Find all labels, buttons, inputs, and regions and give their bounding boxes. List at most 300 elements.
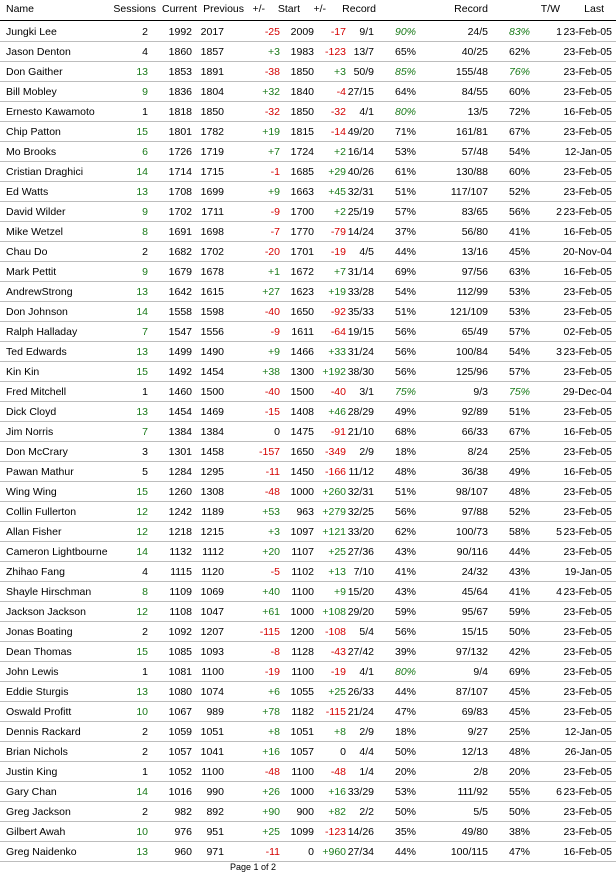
cell-start: 1300 xyxy=(290,366,314,378)
cell-pct-1: 56% xyxy=(394,626,416,638)
cell-record-1: 5/4 xyxy=(359,626,374,638)
cell-pct-1: 53% xyxy=(394,146,416,158)
cell-change-2: -123 xyxy=(324,46,346,58)
cell-last: 23-Feb-05 xyxy=(563,586,612,598)
table-row[interactable] xyxy=(0,782,616,802)
cell-start: 1770 xyxy=(290,226,314,238)
table-row[interactable] xyxy=(0,102,616,122)
table-row[interactable] xyxy=(0,742,616,762)
cell-record-1: 14/26 xyxy=(347,826,374,838)
cell-change-2: +25 xyxy=(328,546,346,558)
cell-last: 23-Feb-05 xyxy=(563,126,612,138)
cell-change-2: -4 xyxy=(336,86,346,98)
cell-previous: 1093 xyxy=(200,646,224,658)
cell-name: Jonas Boating xyxy=(6,626,73,638)
cell-last: 23-Feb-05 xyxy=(563,826,612,838)
cell-record-2: 98/107 xyxy=(455,486,488,498)
cell-record-2: 66/33 xyxy=(461,426,488,438)
cell-change-2: -91 xyxy=(330,426,346,438)
cell-previous: 892 xyxy=(206,806,224,818)
cell-record-1: 14/24 xyxy=(347,226,374,238)
table-row[interactable] xyxy=(0,562,616,582)
cell-record-2: 97/88 xyxy=(461,506,488,518)
cell-last: 19-Jan-05 xyxy=(564,566,612,578)
header-plus-minus-2[interactable]: +/- xyxy=(313,3,326,15)
cell-sessions: 6 xyxy=(142,146,148,158)
cell-start: 1611 xyxy=(291,326,314,338)
cell-pct-2: 25% xyxy=(508,446,530,458)
cell-start: 1500 xyxy=(290,386,314,398)
cell-previous: 1857 xyxy=(200,46,224,58)
cell-previous: 1074 xyxy=(200,686,224,698)
table-row[interactable] xyxy=(0,702,616,722)
cell-pct-1: 80% xyxy=(394,106,416,118)
cell-start: 1000 xyxy=(290,486,314,498)
cell-change-1: +7 xyxy=(268,146,280,158)
cell-start: 1663 xyxy=(290,186,314,198)
header-record-1[interactable]: Record xyxy=(342,3,376,15)
cell-record-2: 69/83 xyxy=(461,706,488,718)
cell-name: Chau Do xyxy=(6,246,48,258)
cell-record-2: 9/4 xyxy=(473,666,488,678)
cell-pct-1: 56% xyxy=(394,346,416,358)
cell-change-1: -11 xyxy=(265,846,280,858)
cell-pct-1: 51% xyxy=(394,486,416,498)
cell-last: 12-Jan-05 xyxy=(564,726,612,738)
cell-pct-2: 67% xyxy=(508,426,530,438)
cell-pct-2: 83% xyxy=(508,26,530,38)
cell-pct-1: 56% xyxy=(394,506,416,518)
cell-record-1: 27/36 xyxy=(347,546,374,558)
cell-change-1: +9 xyxy=(268,186,280,198)
table-row[interactable] xyxy=(0,602,616,622)
cell-name: Don Johnson xyxy=(6,306,68,318)
cell-record-2: 9/27 xyxy=(467,726,488,738)
cell-last: 23-Feb-05 xyxy=(563,406,612,418)
cell-pct-1: 18% xyxy=(394,446,416,458)
cell-name: Ralph Halladay xyxy=(6,326,78,338)
cell-pct-1: 65% xyxy=(394,46,416,58)
table-row[interactable] xyxy=(0,322,616,342)
cell-record-1: 32/31 xyxy=(347,186,374,198)
cell-record-1: 2/9 xyxy=(359,446,374,458)
cell-change-1: +38 xyxy=(262,366,280,378)
table-row[interactable] xyxy=(0,842,616,862)
page-footer: Page 1 of 2 xyxy=(230,862,277,872)
cell-previous: 971 xyxy=(206,846,224,858)
cell-pct-1: 69% xyxy=(394,266,416,278)
cell-previous: 1384 xyxy=(200,426,224,438)
cell-start: 963 xyxy=(296,506,314,518)
cell-pct-2: 41% xyxy=(508,226,530,238)
cell-record-1: 33/20 xyxy=(347,526,374,538)
cell-record-1: 32/31 xyxy=(347,486,374,498)
cell-record-2: 65/49 xyxy=(461,326,488,338)
cell-current: 1284 xyxy=(168,466,192,478)
cell-record-2: 5/5 xyxy=(473,806,488,818)
cell-name: Dean Thomas xyxy=(6,646,72,658)
cell-pct-1: 51% xyxy=(394,306,416,318)
cell-pct-2: 75% xyxy=(508,386,530,398)
cell-name: Mo Brooks xyxy=(6,146,57,158)
cell-current: 1016 xyxy=(168,786,192,798)
cell-name: Shayle Hirschman xyxy=(6,586,92,598)
cell-change-1: -11 xyxy=(265,466,280,478)
cell-last: 26-Jan-05 xyxy=(564,746,612,758)
cell-sessions: 12 xyxy=(136,606,148,618)
cell-last: 23-Feb-05 xyxy=(563,346,612,358)
cell-start: 1000 xyxy=(290,606,314,618)
header-last[interactable]: Last xyxy=(584,3,604,15)
header-record-2[interactable]: Record xyxy=(454,3,488,15)
cell-pct-1: 75% xyxy=(394,386,416,398)
cell-start: 1623 xyxy=(290,286,314,298)
cell-pct-2: 45% xyxy=(508,706,530,718)
cell-name: Oswald Profitt xyxy=(6,706,72,718)
cell-pct-1: 50% xyxy=(394,746,416,758)
table-row[interactable] xyxy=(0,482,616,502)
table-row[interactable] xyxy=(0,222,616,242)
cell-pct-1: 44% xyxy=(394,846,416,858)
cell-change-2: +121 xyxy=(322,526,346,538)
cell-record-2: 100/84 xyxy=(455,346,488,358)
cell-sessions: 13 xyxy=(136,66,148,78)
cell-name: Mike Wetzel xyxy=(6,226,63,238)
cell-previous: 1458 xyxy=(200,446,224,458)
cell-last: 23-Feb-05 xyxy=(563,366,612,378)
cell-sessions: 15 xyxy=(136,486,148,498)
cell-current: 1132 xyxy=(169,546,192,558)
cell-record-1: 31/14 xyxy=(347,266,374,278)
cell-previous: 1699 xyxy=(200,186,224,198)
header-name[interactable]: Name xyxy=(6,3,35,15)
cell-record-1: 7/10 xyxy=(353,566,374,578)
cell-current: 1708 xyxy=(168,186,192,198)
cell-record-2: 97/56 xyxy=(461,266,488,278)
cell-change-2: +2 xyxy=(334,206,346,218)
cell-change-1: +8 xyxy=(268,726,280,738)
cell-current: 1080 xyxy=(168,686,192,698)
cell-record-1: 11/12 xyxy=(348,466,374,478)
cell-record-1: 3/1 xyxy=(359,386,374,398)
cell-previous: 1782 xyxy=(200,126,224,138)
cell-record-1: 2/2 xyxy=(359,806,374,818)
cell-sessions: 4 xyxy=(142,566,148,578)
cell-record-2: 100/73 xyxy=(455,526,488,538)
table-row[interactable] xyxy=(0,722,616,742)
cell-name: Greg Jackson xyxy=(6,806,71,818)
table-row[interactable] xyxy=(0,502,616,522)
cell-change-2: -79 xyxy=(330,226,346,238)
cell-current: 1052 xyxy=(168,766,192,778)
cell-sessions: 4 xyxy=(142,46,148,58)
cell-start: 1475 xyxy=(290,426,314,438)
cell-sessions: 8 xyxy=(142,586,148,598)
header-current[interactable]: Current xyxy=(161,3,197,15)
table-row[interactable] xyxy=(0,362,616,382)
cell-change-1: -7 xyxy=(270,226,280,238)
table-row[interactable] xyxy=(0,262,616,282)
cell-pct-2: 54% xyxy=(508,346,530,358)
cell-pct-1: 54% xyxy=(394,286,416,298)
cell-pct-2: 25% xyxy=(508,726,530,738)
cell-current: 1714 xyxy=(168,166,192,178)
cell-pct-2: 72% xyxy=(508,106,530,118)
cell-change-1: -48 xyxy=(264,486,280,498)
header-previous[interactable]: Previous xyxy=(203,3,244,15)
table-row[interactable] xyxy=(0,442,616,462)
cell-current: 1992 xyxy=(168,26,192,38)
cell-record-2: 45/64 xyxy=(461,586,488,598)
cell-change-2: -166 xyxy=(324,466,346,478)
table-row[interactable] xyxy=(0,682,616,702)
cell-previous: 1891 xyxy=(200,66,224,78)
cell-change-1: -8 xyxy=(270,646,280,658)
cell-record-1: 35/33 xyxy=(347,306,374,318)
cell-pct-2: 67% xyxy=(508,126,530,138)
cell-current: 1860 xyxy=(168,46,192,58)
cell-sessions: 15 xyxy=(136,646,148,658)
cell-current: 1642 xyxy=(168,286,192,298)
table-row[interactable] xyxy=(0,282,616,302)
cell-last: 23-Feb-05 xyxy=(563,306,612,318)
cell-sessions: 13 xyxy=(136,186,148,198)
cell-pct-2: 57% xyxy=(508,326,530,338)
cell-change-1: -157 xyxy=(258,446,280,458)
cell-previous: 1804 xyxy=(200,86,224,98)
cell-current: 1081 xyxy=(168,666,192,678)
cell-pct-1: 48% xyxy=(394,466,416,478)
cell-change-2: +45 xyxy=(328,186,346,198)
cell-previous: 1189 xyxy=(201,506,224,518)
cell-record-2: 9/3 xyxy=(473,386,488,398)
table-row[interactable] xyxy=(0,582,616,602)
cell-record-2: 97/132 xyxy=(455,646,488,658)
cell-previous: 1702 xyxy=(200,246,224,258)
cell-change-2: +29 xyxy=(328,166,346,178)
cell-pct-1: 57% xyxy=(394,206,416,218)
table-row[interactable] xyxy=(0,802,616,822)
cell-name: Jim Norris xyxy=(6,426,54,438)
cell-name: Dick Cloyd xyxy=(6,406,57,418)
table-row[interactable] xyxy=(0,162,616,182)
cell-current: 1384 xyxy=(168,426,192,438)
cell-pct-1: 39% xyxy=(394,646,416,658)
cell-previous: 2017 xyxy=(200,26,224,38)
cell-change-1: +1 xyxy=(268,266,280,278)
cell-current: 1092 xyxy=(168,626,192,638)
cell-sessions: 3 xyxy=(142,446,148,458)
cell-current: 976 xyxy=(174,826,192,838)
cell-start: 1100 xyxy=(291,766,314,778)
cell-change-2: -40 xyxy=(330,386,346,398)
cell-last: 23-Feb-05 xyxy=(563,526,612,538)
cell-last: 16-Feb-05 xyxy=(563,226,612,238)
cell-last: 16-Feb-05 xyxy=(563,846,612,858)
cell-record-1: 2/9 xyxy=(359,726,374,738)
cell-record-1: 27/42 xyxy=(347,646,374,658)
cell-start: 1850 xyxy=(290,66,314,78)
cell-name: Justin King xyxy=(6,766,58,778)
cell-pct-2: 50% xyxy=(508,806,530,818)
cell-record-2: 125/96 xyxy=(455,366,488,378)
cell-sessions: 1 xyxy=(142,766,148,778)
cell-pct-2: 47% xyxy=(508,846,530,858)
table-row[interactable] xyxy=(0,382,616,402)
cell-pct-2: 53% xyxy=(508,306,530,318)
table-row[interactable] xyxy=(0,522,616,542)
cell-pct-1: 37% xyxy=(394,226,416,238)
cell-sessions: 9 xyxy=(142,206,148,218)
cell-change-1: -38 xyxy=(264,66,280,78)
cell-start: 1057 xyxy=(290,746,314,758)
cell-record-2: 13/16 xyxy=(461,246,488,258)
table-row[interactable] xyxy=(0,662,616,682)
table-row[interactable] xyxy=(0,202,616,222)
table-row[interactable] xyxy=(0,462,616,482)
cell-name: Mark Pettit xyxy=(6,266,57,278)
cell-pct-2: 52% xyxy=(508,506,530,518)
cell-change-1: +3 xyxy=(268,526,280,538)
cell-previous: 1698 xyxy=(200,226,224,238)
cell-record-1: 13/7 xyxy=(353,46,374,58)
cell-record-2: 130/88 xyxy=(455,166,488,178)
table-row[interactable] xyxy=(0,402,616,422)
cell-previous: 1215 xyxy=(200,526,224,538)
cell-sessions: 15 xyxy=(136,126,148,138)
cell-change-1: -9 xyxy=(270,206,280,218)
cell-change-2: +2 xyxy=(334,146,346,158)
cell-pct-2: 54% xyxy=(508,146,530,158)
table-row[interactable] xyxy=(0,642,616,662)
cell-pct-2: 62% xyxy=(508,46,530,58)
cell-current: 982 xyxy=(174,806,192,818)
cell-last: 23-Feb-05 xyxy=(563,686,612,698)
cell-record-1: 31/24 xyxy=(347,346,374,358)
table-row[interactable] xyxy=(0,62,616,82)
cell-current: 1057 xyxy=(168,746,192,758)
cell-pct-1: 53% xyxy=(394,786,416,798)
table-row[interactable] xyxy=(0,22,616,42)
table-row[interactable] xyxy=(0,822,616,842)
cell-current: 1492 xyxy=(168,366,192,378)
cell-name: Zhihao Fang xyxy=(6,566,65,578)
cell-last: 23-Feb-05 xyxy=(563,766,612,778)
cell-current: 1460 xyxy=(168,386,192,398)
table-row[interactable] xyxy=(0,762,616,782)
cell-sessions: 10 xyxy=(136,706,148,718)
cell-previous: 1041 xyxy=(200,746,224,758)
header-sessions[interactable]: Sessions xyxy=(113,3,156,15)
cell-change-1: -115 xyxy=(259,626,280,638)
cell-sessions: 1 xyxy=(142,386,148,398)
cell-pct-1: 43% xyxy=(394,546,416,558)
cell-previous: 1100 xyxy=(201,766,224,778)
cell-pct-2: 20% xyxy=(508,766,530,778)
cell-name: Cristian Draghici xyxy=(6,166,84,178)
header-start[interactable]: Start xyxy=(277,3,300,15)
cell-change-2: -14 xyxy=(330,126,346,138)
table-row[interactable] xyxy=(0,182,616,202)
cell-record-1: 9/1 xyxy=(359,26,374,38)
cell-name: Wing Wing xyxy=(6,486,57,498)
cell-start: 1840 xyxy=(290,86,314,98)
cell-change-1: +6 xyxy=(268,686,280,698)
cell-name: AndrewStrong xyxy=(6,286,73,298)
cell-change-2: +192 xyxy=(322,366,346,378)
table-row[interactable] xyxy=(0,42,616,62)
cell-pct-1: 49% xyxy=(394,406,416,418)
cell-last: 23-Feb-05 xyxy=(563,606,612,618)
cell-record-1: 21/24 xyxy=(347,706,374,718)
cell-pct-2: 63% xyxy=(508,266,530,278)
cell-record-1: 50/9 xyxy=(353,66,374,78)
cell-record-2: 112/99 xyxy=(456,286,488,298)
cell-change-2: -123 xyxy=(324,826,346,838)
cell-pct-2: 48% xyxy=(508,486,530,498)
table-row[interactable] xyxy=(0,82,616,102)
cell-record-1: 29/20 xyxy=(347,606,374,618)
cell-pct-1: 56% xyxy=(394,326,416,338)
cell-name: Jungki Lee xyxy=(6,26,57,38)
cell-change-1: +53 xyxy=(262,506,280,518)
cell-pct-2: 48% xyxy=(508,746,530,758)
table-row[interactable] xyxy=(0,122,616,142)
cell-start: 1000 xyxy=(290,786,314,798)
cell-sessions: 1 xyxy=(142,666,148,678)
cell-previous: 1711 xyxy=(201,206,224,218)
cell-change-2: +260 xyxy=(322,486,346,498)
cell-name: Collin Fullerton xyxy=(6,506,77,518)
cell-last: 23-Feb-05 xyxy=(563,206,612,218)
cell-change-1: +25 xyxy=(262,826,280,838)
table-row[interactable] xyxy=(0,142,616,162)
cell-start: 1097 xyxy=(290,526,314,538)
cell-current: 960 xyxy=(174,846,192,858)
header-tw[interactable]: T/W xyxy=(540,3,560,15)
cell-start: 1983 xyxy=(290,46,314,58)
cell-change-1: 0 xyxy=(274,426,280,438)
header-plus-minus-1[interactable]: +/- xyxy=(252,3,265,15)
cell-sessions: 2 xyxy=(142,726,148,738)
table-row[interactable] xyxy=(0,622,616,642)
cell-change-2: -349 xyxy=(324,446,346,458)
cell-current: 1679 xyxy=(168,266,192,278)
cell-last: 23-Feb-05 xyxy=(563,546,612,558)
table-row[interactable] xyxy=(0,242,616,262)
cell-record-2: 56/80 xyxy=(461,226,488,238)
cell-name: Jackson Jackson xyxy=(6,606,86,618)
cell-start: 1700 xyxy=(290,206,314,218)
cell-sessions: 14 xyxy=(136,166,148,178)
cell-record-1: 49/20 xyxy=(347,126,374,138)
cell-change-2: +33 xyxy=(328,346,346,358)
cell-sessions: 13 xyxy=(136,686,148,698)
cell-current: 1242 xyxy=(168,506,192,518)
cell-pct-1: 62% xyxy=(394,526,416,538)
cell-change-2: 0 xyxy=(340,746,346,758)
cell-record-1: 25/19 xyxy=(347,206,374,218)
table-row[interactable] xyxy=(0,342,616,362)
cell-name: Don Gaither xyxy=(6,66,63,78)
cell-change-1: +90 xyxy=(262,806,280,818)
table-row[interactable] xyxy=(0,302,616,322)
cell-sessions: 5 xyxy=(142,466,148,478)
table-row[interactable] xyxy=(0,542,616,562)
cell-current: 1558 xyxy=(168,306,192,318)
table-row[interactable] xyxy=(0,422,616,442)
cell-start: 1815 xyxy=(290,126,314,138)
